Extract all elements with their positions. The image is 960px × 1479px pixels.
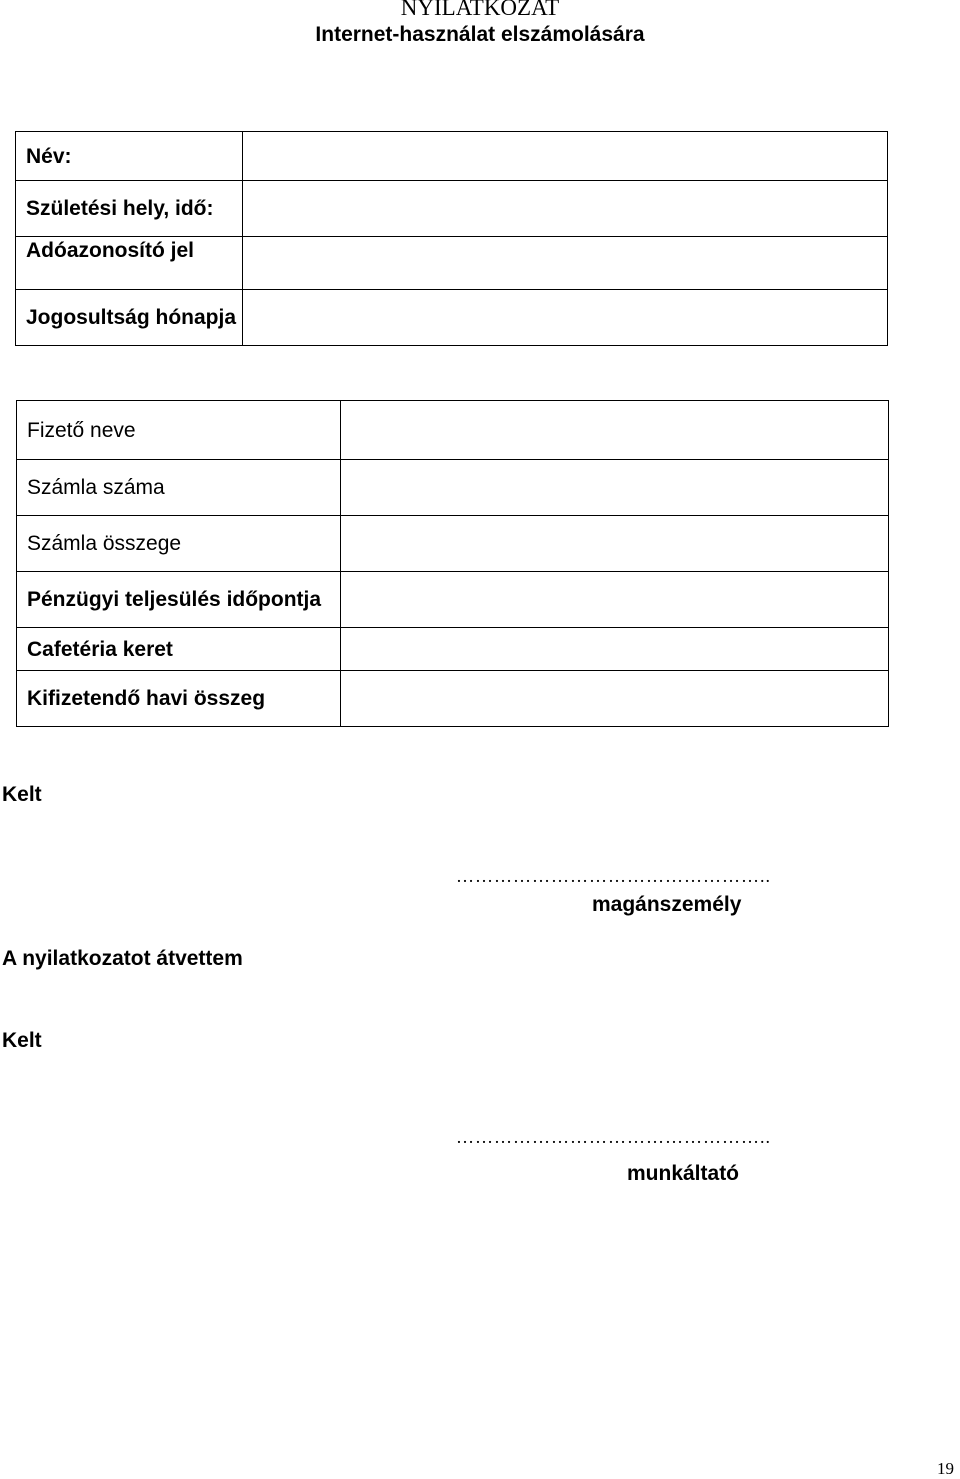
invoice-amount-label: Számla összege — [17, 516, 341, 572]
settlement-date-value[interactable] — [341, 572, 889, 628]
settlement-date-label: Pénzügyi teljesülés időpontja — [17, 572, 341, 628]
cafeteria-budget-label: Cafetéria keret — [17, 628, 341, 671]
document-title: NYILATKOZAT — [400, 0, 560, 20]
monthly-payable-value[interactable] — [341, 671, 889, 727]
invoice-number-value[interactable] — [341, 460, 889, 516]
signature-line-employer[interactable]: ………………………………………….. — [456, 1127, 771, 1147]
signer-label-employer: munkáltató — [627, 1162, 740, 1185]
tax-id-label: Adóazonosító jel — [16, 237, 243, 290]
date-label-private: Kelt — [2, 783, 42, 806]
eligibility-month-label: Jogosultság hónapja — [16, 290, 243, 346]
payment-data-table — [16, 400, 889, 727]
eligibility-month-value[interactable] — [243, 290, 888, 346]
name-label: Név: — [16, 132, 243, 181]
signer-label-private: magánszemély — [592, 893, 742, 916]
birth-place-date-value[interactable] — [243, 181, 888, 237]
payer-name-value[interactable] — [341, 401, 889, 460]
date-label-employer: Kelt — [2, 1029, 42, 1052]
invoice-amount-value[interactable] — [341, 516, 889, 572]
monthly-payable-label: Kifizetendő havi összeg — [17, 671, 341, 727]
name-value[interactable] — [243, 132, 888, 181]
payer-name-label: Fizető neve — [17, 401, 341, 460]
birth-place-date-label: Születési hely, idő: — [16, 181, 243, 237]
receipt-statement: A nyilatkozatot átvettem — [2, 947, 243, 970]
tax-id-value[interactable] — [243, 237, 888, 290]
invoice-number-label: Számla száma — [17, 460, 341, 516]
personal-data-table — [15, 131, 888, 346]
cafeteria-budget-value[interactable] — [341, 628, 889, 671]
signature-line-private[interactable]: ………………………………………….. — [456, 866, 771, 886]
document-subtitle: Internet-használat elszámolására — [315, 23, 645, 46]
page-number: 19 — [937, 1459, 954, 1478]
